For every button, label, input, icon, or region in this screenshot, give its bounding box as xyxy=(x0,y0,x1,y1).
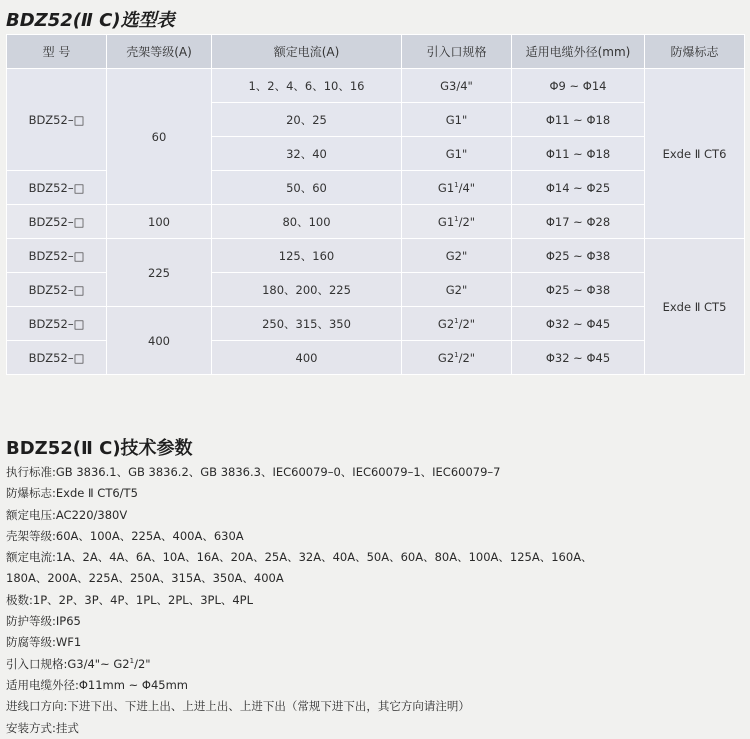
entry-cell: G3/4" xyxy=(402,69,512,103)
current-cell: 250、315、350 xyxy=(212,307,402,341)
entry-cell: G2" xyxy=(402,273,512,307)
current-cell: 1、2、4、6、10、16 xyxy=(212,69,402,103)
param-current: 额定电流:1A、2A、4A、6A、10A、16A、20A、25A、32A、40A、50A、60A、80A、100A、125A、160A、 xyxy=(6,550,593,565)
param-frame: 壳架等级:60A、100A、225A、400A、630A xyxy=(6,528,244,543)
param-ex-mark: 防爆标志:Exde Ⅱ CT6/T5 xyxy=(6,486,138,501)
model-cell: BDZ52–□ xyxy=(7,273,107,307)
model-cell: BDZ52–□ xyxy=(7,69,107,171)
current-cell: 32、40 xyxy=(212,137,402,171)
cable-cell: Φ25 ~ Φ38 xyxy=(512,239,645,273)
entry-cell: $G1^1/2$" xyxy=(402,205,512,239)
selection-table-title: BDZ52(Ⅱ C)选型表 xyxy=(6,10,175,31)
current-cell: 400 xyxy=(212,341,402,375)
header-cable: 适用电缆外径(mm) xyxy=(512,35,645,69)
cable-cell: Φ9 ~ Φ14 xyxy=(512,69,645,103)
param-current-cont: 180A、200A、225A、250A、315A、350A、400A xyxy=(6,571,284,586)
table-header-row xyxy=(7,35,745,69)
tech-params-title: BDZ52(Ⅱ C)技术参数 xyxy=(6,438,193,459)
current-cell: 20、25 xyxy=(212,103,402,137)
model-cell: BDZ52–□ xyxy=(7,239,107,273)
frame-cell: 400 xyxy=(107,307,212,375)
param-voltage: 额定电压:AC220/380V xyxy=(6,507,128,522)
frame-cell: 100 xyxy=(107,205,212,239)
current-cell: 125、160 xyxy=(212,239,402,273)
tech-params-list xyxy=(6,462,744,739)
header-mark: 防爆标志 xyxy=(645,35,745,69)
param-direction: 进线口方向:下进下出、下进上出、上进上出、上进下出（常规下进下出，其它方向请注明） xyxy=(6,699,470,714)
cable-cell: Φ11 ~ Φ18 xyxy=(512,137,645,171)
frame-cell: 60 xyxy=(107,69,212,205)
cable-cell: Φ32 ~ Φ45 xyxy=(512,341,645,375)
selection-table xyxy=(6,34,745,375)
model-cell: BDZ52–□ xyxy=(7,307,107,341)
frame-cell: 225 xyxy=(107,239,212,307)
param-cable: 适用电缆外径:Φ11mm ~ Φ45mm xyxy=(6,677,189,692)
model-cell: BDZ52–□ xyxy=(7,171,107,205)
cable-cell: Φ32 ~ Φ45 xyxy=(512,307,645,341)
mark-cell: Exde Ⅱ CT6 xyxy=(645,69,745,239)
table-row xyxy=(7,307,745,341)
entry-cell: G1" xyxy=(402,103,512,137)
mark-cell: Exde Ⅱ CT5 xyxy=(645,239,745,375)
header-frame: 壳架等级(A) xyxy=(107,35,212,69)
model-cell: BDZ52–□ xyxy=(7,341,107,375)
model-cell: BDZ52–□ xyxy=(7,205,107,239)
param-poles: 极数:1P、2P、3P、4P、1PL、2PL、3PL、4PL xyxy=(6,592,254,607)
entry-cell: $G1^1/4$" xyxy=(402,171,512,205)
table-row xyxy=(7,205,745,239)
entry-cell: G2" xyxy=(402,239,512,273)
entry-cell: $G2^1/2$" xyxy=(402,307,512,341)
param-standard: 执行标准:GB 3836.1、GB 3836.2、GB 3836.3、IEC60079–0、IEC60079–1、IEC60079–7 xyxy=(6,465,501,479)
header-entry: 引入口规格 xyxy=(402,35,512,69)
param-entry: 引入口规格:G3/4"~ $G2^1/2$" xyxy=(6,656,151,671)
current-cell: 80、100 xyxy=(212,205,402,239)
cable-cell: Φ17 ~ Φ28 xyxy=(512,205,645,239)
param-mounting: 安装方式:挂式 xyxy=(6,720,79,735)
cable-cell: Φ25 ~ Φ38 xyxy=(512,273,645,307)
header-model: 型 号 xyxy=(7,35,107,69)
param-anticorrosion: 防腐等级:WF1 xyxy=(6,635,82,650)
entry-cell: G1" xyxy=(402,137,512,171)
table-row xyxy=(7,69,745,103)
current-cell: 180、200、225 xyxy=(212,273,402,307)
cable-cell: Φ11 ~ Φ18 xyxy=(512,103,645,137)
entry-cell: $G2^1/2$" xyxy=(402,341,512,375)
table-row xyxy=(7,239,745,273)
current-cell: 50、60 xyxy=(212,171,402,205)
cable-cell: Φ14 ~ Φ25 xyxy=(512,171,645,205)
param-protection: 防护等级:IP65 xyxy=(6,614,81,629)
header-current: 额定电流(A) xyxy=(212,35,402,69)
